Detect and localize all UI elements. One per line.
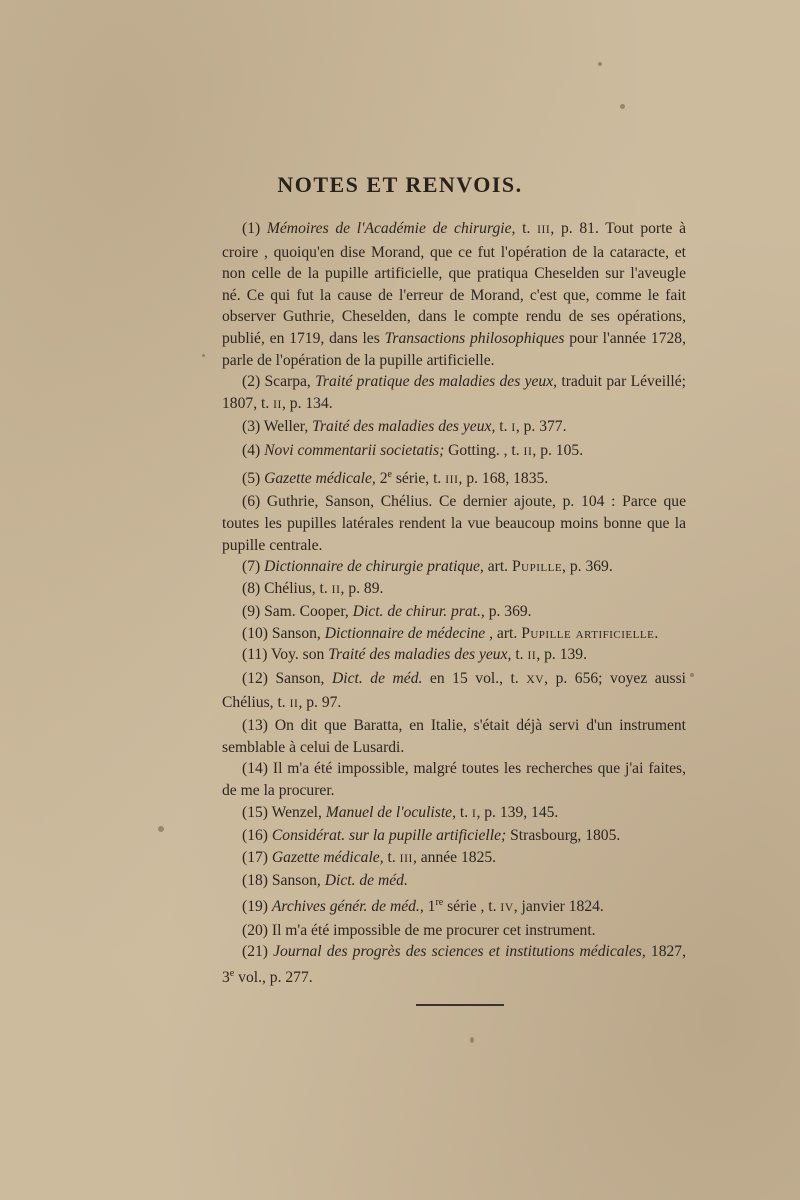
note-volume-numeral: II [523,445,533,458]
note-3 [222,416,686,440]
note-text: , p. 377. [515,418,567,436]
paper-speck [620,104,625,109]
note-citation-title: Dict. de méd. [324,872,408,890]
note-text: (16) [242,827,272,845]
note-citation-title: Dictionnaire de médecine , [324,624,494,642]
note-volume-numeral: XV [526,674,545,687]
note-text: (10) Sanson, [242,624,325,642]
note-20 [222,920,686,942]
note-text: (2) Scarpa, [242,373,316,391]
note-text: (7) [242,558,265,576]
note-16 [222,825,686,847]
note-9 [222,601,686,623]
note-citation-title: Considérat. sur la pupille artificielle; [271,827,507,845]
note-text: traduit par Léveillé; 1807, t. [222,373,686,412]
note-text: 1827, 3 [222,943,686,987]
note-citation-title: Traité des maladies des yeux, [328,646,512,664]
note-text: , p. 105. [532,441,584,459]
note-2 [222,371,686,416]
note-text: , p. 134. [281,394,333,412]
note-text: (21) [242,943,274,961]
note-text: 1 [423,898,436,916]
note-5 [222,464,686,492]
note-volume-numeral: III [537,224,551,236]
note-volume-numeral: II [527,650,537,663]
note-volume-numeral: III [399,852,413,865]
note-17 [222,847,686,871]
note-text: 2 [375,469,388,487]
note-text: (13) On dit que Baratta, en Italie, s'était déjà servi d'un instrument semblable à celui de Lusardi. [222,717,686,756]
note-text: vol., p. 277. [234,969,313,987]
note-text: Strasbourg, 1805. [506,827,621,845]
note-citation-title: Mémoires de l'Académie de chirurgie, [266,220,516,237]
note-21 [222,941,686,988]
note-citation-title: Dict. de chirur. prat., [352,603,485,621]
note-text: (5) [242,469,265,487]
note-10 [222,623,686,645]
note-article-name: Pupille artificielle [521,624,655,642]
note-citation-title: Dictionnaire de chirurgie pratique, [264,558,484,576]
closing-rule [416,1004,504,1006]
note-text: (6) Guthrie, Sanson, Chélius. Ce dernier ajoute, p. 104 : Parce que toutes les pupilles latérales rendent la vue beaucoup moins bonne que la pupille centrale. [222,493,686,554]
paper-speck [690,673,694,677]
note-text: t. [515,220,538,237]
note-citation-title: Traité pratique des maladies des yeux, [315,373,558,391]
note-text: en 15 vol., t. [422,670,527,688]
note-4 [222,440,686,464]
note-8 [222,578,686,602]
note-text: (8) Chélius, t. [242,579,332,597]
note-text: (12) Sanson, [242,670,332,688]
note-text: (15) Wenzel, [242,803,326,821]
note-volume-numeral: III [445,473,459,486]
note-text: , année 1825. [412,848,497,866]
paper-speck [470,1037,474,1043]
note-text: (17) [242,848,272,866]
note-11 [222,644,686,668]
note-13 [222,715,686,758]
note-text: , p. 369. [562,558,613,576]
note-volume-numeral: I [511,422,516,435]
note-volume-numeral: IV [500,902,514,915]
note-text: , janvier 1824. [513,898,604,916]
note-text: série, t. [391,469,446,487]
paper-speck [202,354,205,357]
note-volume-numeral: I [472,807,477,820]
note-text: , p. 168, 1835. [458,469,549,487]
note-text: , p. 97. [298,693,342,711]
note-text: art. [493,624,522,642]
note-text: (11) Voy. son [242,646,329,664]
note-7 [222,556,686,578]
note-14 [222,758,686,801]
note-text: . [654,624,659,642]
note-1 [222,218,686,371]
note-superscript: e [229,967,235,979]
note-15 [222,802,686,826]
paper-speck [158,826,164,832]
note-text: t. [455,803,473,821]
note-superscript: e [387,468,392,480]
page-title: NOTES ET RENVOIS. [277,172,523,197]
note-citation-title: Traité des maladies des yeux, [312,418,496,436]
note-text: , p. 89. [340,579,384,597]
note-19 [222,892,686,920]
note-18 [222,870,686,892]
note-citation-title: Manuel de l'oculiste, [325,803,456,821]
note-text: (19) [242,898,272,916]
note-citation-title: Dict. de méd. [332,670,423,688]
notes-list [222,218,686,989]
note-text: (9) Sam. Cooper, [242,603,353,621]
note-text: (18) Sanson, [242,872,325,890]
note-text: t. [495,418,512,436]
paper-speck [598,62,602,66]
note-citation-title: Transactions philosophiques [384,329,565,347]
note-volume-numeral: II [273,398,282,411]
note-text: Gotting. , t. [444,441,524,459]
note-text: art. [483,558,512,576]
note-text: (1) [242,220,267,237]
note-citation-title: Archives génér. de méd., [271,898,424,916]
note-volume-numeral: II [289,697,299,710]
note-6 [222,491,686,556]
note-text: , p. 81. Tout porte à croire , quoiqu'en dise Morand, que ce fut l'opération de la cataracte, et non celle de la pupille artificielle, que pratiqua Cheselden sur l'aveugle né. Ce qui fut la cause de l'erreur de Morand, c'est que, comme le fait observer Guthrie, Cheselden, dans le compte rendu de ses opérations, publié, en 1719, dans les [222,220,686,347]
note-article-name: Pupille [511,558,563,576]
note-superscript: re [435,897,444,908]
note-volume-numeral: II [331,583,341,596]
note-text: (20) Il m'a été impossible de me procurer cet instrument. [242,921,596,939]
note-text: (3) Weller, [242,418,313,436]
note-text: p. 369. [484,603,532,621]
note-text: pour l'année 1728, parle de l'opération de la pupille artificielle. [222,329,686,369]
note-text: t. [511,646,528,664]
note-12 [222,668,686,715]
note-text: , p. 139, 145. [476,803,559,821]
note-text: , p. 139. [536,646,587,664]
note-text: t. [383,848,400,866]
note-text: (4) [242,441,265,459]
note-text: série , t. [443,898,501,916]
note-citation-title: Novi commentarii societatis; [264,441,445,459]
note-text: , p. 656; voyez aussi Chélius, t. [222,670,686,711]
note-citation-title: Gazette médicale, [264,469,376,487]
note-citation-title: Gazette médicale, [271,848,384,866]
note-citation-title: Journal des progrès des sciences et institutions médicales, [273,943,646,961]
note-text: (14) Il m'a été impossible, malgré toutes les recherches que j'ai faites, de me la procurer. [222,760,686,800]
